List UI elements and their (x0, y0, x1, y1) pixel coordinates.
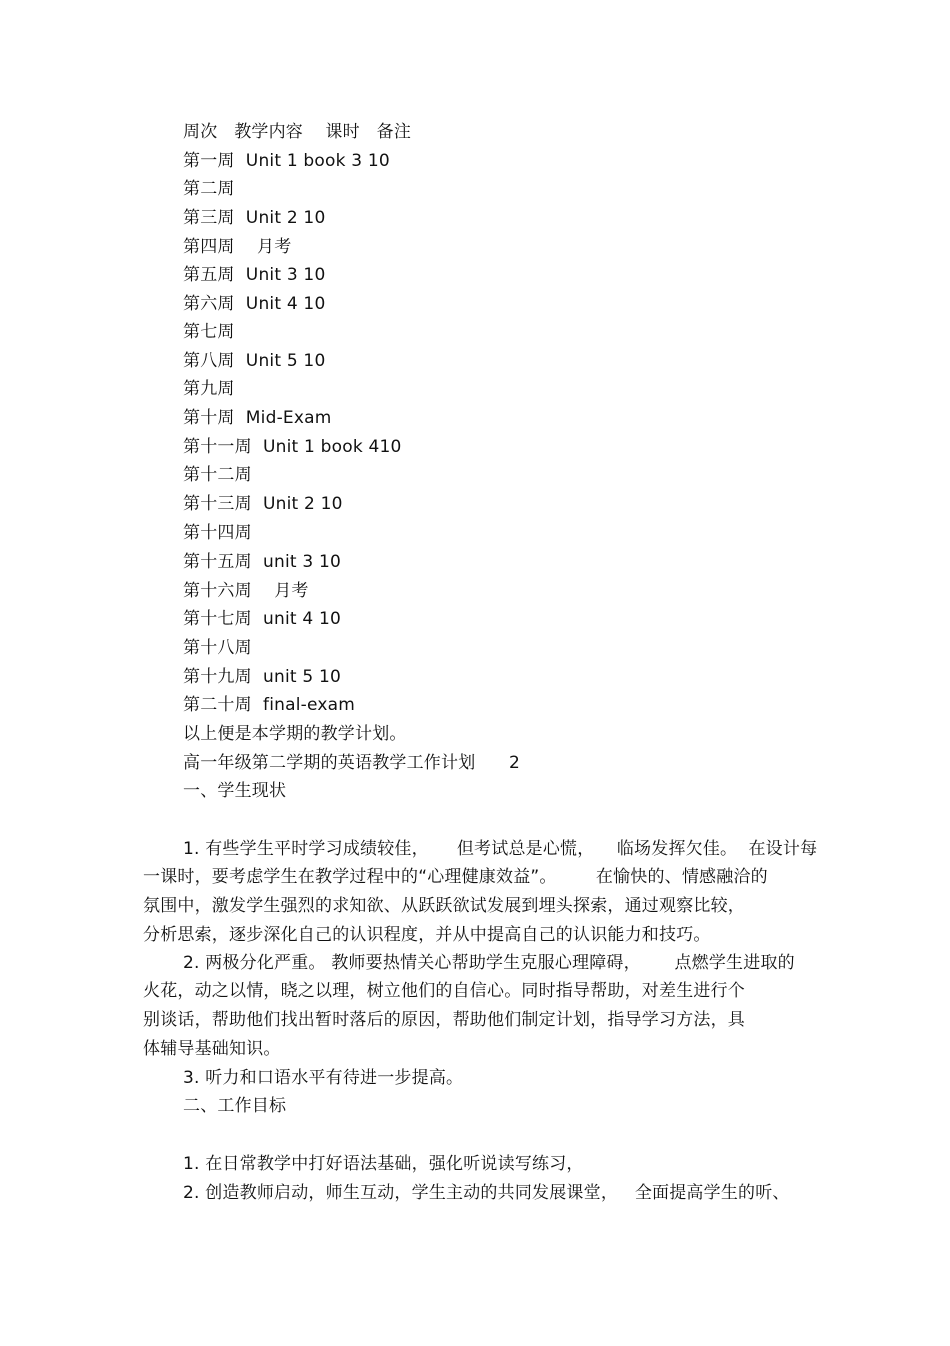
week-row: 第十五周 unit 3 10 (183, 552, 342, 572)
paragraph-line: 氛围中，激发学生强烈的求知欲、从跃跃欲试发展到埋头探索，通过观察比较， (143, 896, 745, 916)
week-row: 第十八周 (183, 638, 252, 658)
section-heading: 一、学生现状 (183, 781, 287, 801)
paragraph-line: 火花，动之以情，晓之以理，树立他们的自信心。同时指导帮助，对差生进行个 (143, 981, 745, 1001)
week-row: 第八周 Unit 5 10 (183, 351, 326, 371)
paragraph-line: 体辅导基础知识。 (143, 1039, 281, 1059)
week-row: 第十三周 Unit 2 10 (183, 494, 343, 514)
week-row: 第十九周 unit 5 10 (183, 667, 342, 687)
week-row: 第四周 月考 (183, 237, 292, 257)
week-row: 第十四周 (183, 523, 252, 543)
schedule-closing: 以上便是本学期的教学计划。 (183, 724, 407, 744)
section-heading: 二、工作目标 (183, 1096, 287, 1116)
week-row: 第五周 Unit 3 10 (183, 265, 326, 285)
plan-title: 高一年级第二学期的英语教学工作计划 2 (183, 753, 521, 773)
week-row: 第二周 (183, 179, 235, 199)
paragraph-line: 1. 在日常教学中打好语法基础，强化听说读写练习， (183, 1154, 584, 1174)
paragraph-line: 2. 创造教师启动，师生互动，学生主动的共同发展课堂， 全面提高学生的听、 (183, 1183, 790, 1203)
week-row: 第十二周 (183, 465, 252, 485)
week-row: 第七周 (183, 322, 235, 342)
schedule-header: 周次 教学内容 课时 备注 (183, 122, 412, 142)
week-row: 第三周 Unit 2 10 (183, 208, 326, 228)
week-row: 第一周 Unit 1 book 3 10 (183, 151, 390, 171)
paragraph-line: 1. 有些学生平时学习成绩较佳， 但考试总是心慌， 临场发挥欠佳。 在设计每 (183, 839, 818, 859)
week-row: 第十七周 unit 4 10 (183, 609, 342, 629)
week-row: 第十一周 Unit 1 book 410 (183, 437, 402, 457)
paragraph-line: 分析思索，逐步深化自己的认识程度，并从中提高自己的认识能力和技巧。 (143, 925, 711, 945)
week-row: 第十六周 月考 (183, 581, 309, 601)
week-row: 第六周 Unit 4 10 (183, 294, 326, 314)
paragraph-line: 3. 听力和口语水平有待进一步提高。 (183, 1068, 464, 1088)
week-row: 第九周 (183, 379, 235, 399)
paragraph-line: 一课时，要考虑学生在教学过程中的“心理健康效益”。 在愉快的、情感融洽的 (143, 867, 768, 887)
week-row: 第十周 Mid-Exam (183, 408, 332, 428)
week-row: 第二十周 final-exam (183, 695, 355, 715)
paragraph-line: 别谈话，帮助他们找出暂时落后的原因，帮助他们制定计划，指导学习方法，具 (143, 1010, 745, 1030)
paragraph-line: 2. 两极分化严重。 教师要热情关心帮助学生克服心理障碍， 点燃学生进取的 (183, 953, 795, 973)
